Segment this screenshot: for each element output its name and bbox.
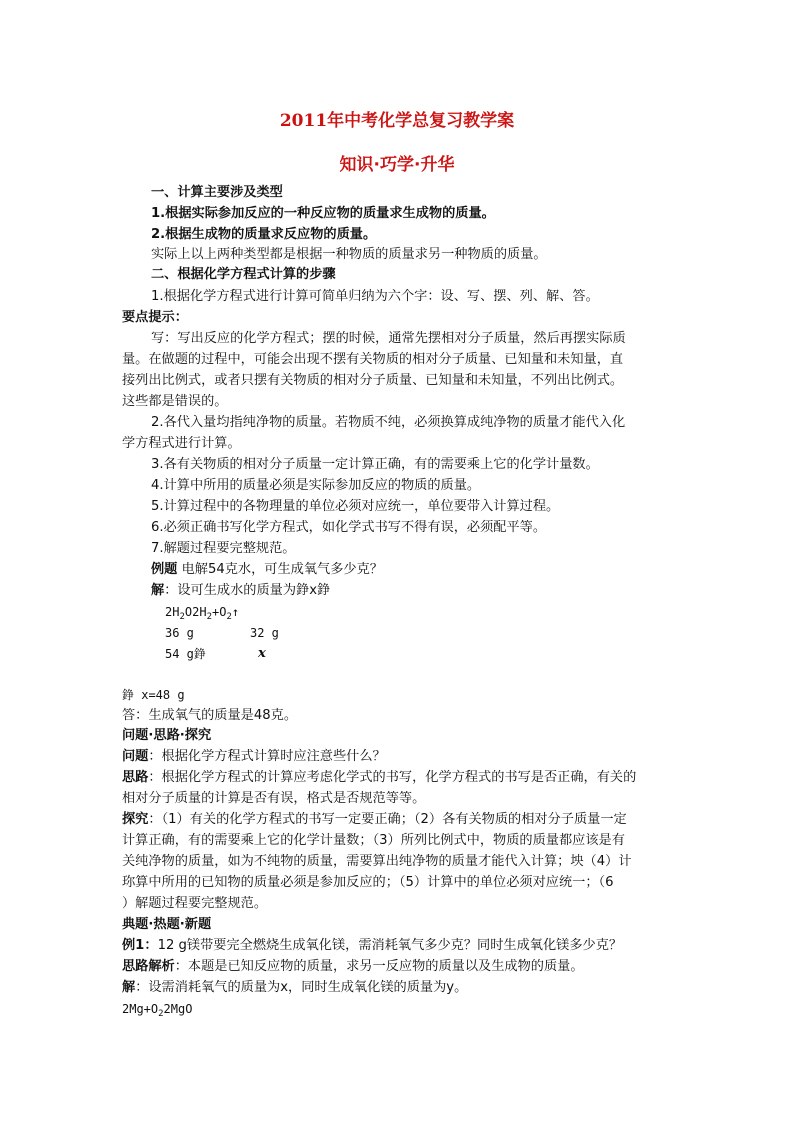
qa-heading: 问题·思路·探究 [122, 728, 212, 743]
section-1-heading: 一、计算主要涉及类型 [151, 185, 283, 200]
example-text: 电解54克水，可生成氧气多少克？ [177, 562, 383, 577]
tips-2-line-1: 2.各代入量均指纯净物的质量。若物质不纯，必须换算成纯净物的质量才能代入化 [151, 415, 626, 430]
tips-2-line-2: 学方程式进行计算。 [122, 436, 241, 451]
thinking-line-1: 思路：根据化学方程式的计算应考虑化学式的书写，化学方程式的书写是否正确，有关的 [122, 770, 637, 785]
tips-5: 5.计算过程中的各物理量的单位必须对应统一，单位要带入计算过程。 [151, 499, 560, 514]
explore-line-3: 关纯净物的质量，如为不纯物的质量，需要算出纯净物的质量才能代入计算；坱（4）计 [122, 854, 632, 869]
example-1-equation: $2Mg+O_22MgO$ [122, 1002, 193, 1019]
explore-line-1: 探究：（1）有关的化学方程式的书写一定要正确；（2）各有关物质的相对分子质量一定 [122, 812, 627, 827]
document-subtitle: 知识·巧学·升华 [339, 155, 455, 175]
section-1-item-1: 1.根据实际参加反应的一种反应物的质量求生成物的质量。 [151, 206, 495, 221]
tips-3: 3.各有关物质的相对分子质量一定计算正确，有的需要乘上它的化学计量数。 [151, 457, 599, 472]
solution-label: 解 [151, 583, 165, 598]
tips-p1-line-4: 这些都是错误的。 [122, 394, 228, 409]
chemical-equation: $2H_2O2H_2+O_2↑$ [165, 605, 240, 622]
solution-line [151, 582, 330, 600]
section-1-item-2: 2.根据生成物的质量求反应物的质量。 [151, 227, 377, 242]
tips-p1-line-2: 量。在做题的过程中，可能会出现不摆有关物质的相对分子质量、已知量和未知量，直 [122, 352, 624, 367]
example-1-line: 例1：12 g镁带要完全燃烧生成氧化镁，需消耗氧气多少克？同时生成氧化镁多少克？ [122, 938, 623, 953]
thinking-line-2: 相对分子质量的计算是否有误，格式是否规范等等。 [122, 791, 426, 806]
explore-line-2: 计算正确，有的需要乘上它的化学计量数；（3）所列比例式中，物质的质量都应该是有 [122, 833, 625, 848]
equation-row-2-mass-a: 54 g錚 [165, 647, 206, 661]
equation-row-1-mass-a: 36 g [165, 626, 194, 640]
example-1-solution: 解：设需消耗氧气的质量为x，同时生成氧化镁的质量为y。 [122, 980, 468, 995]
tips-7: 7.解题过程要完整规范。 [151, 541, 296, 556]
example-line [151, 561, 383, 579]
classic-heading: 典题·热题·新题 [122, 917, 212, 932]
example-label: 例题 [151, 562, 178, 577]
tips-p1-line-1: 写：写出反应的化学方程式；摆的时候，通常先摆相对分子质量，然后再摆实际质 [151, 331, 626, 346]
section-1-note: 实际上以上两种类型都是根据一种物质的质量求另一种物质的质量。 [151, 247, 547, 262]
tips-4: 4.计算中所用的质量必须是实际参加反应的物质的质量。 [151, 478, 481, 493]
equation-row-1-mass-b: 32 g [250, 626, 279, 640]
tips-6: 6.必须正确书写化学方程式，如化学式书写不得有误，必须配平等。 [151, 520, 547, 535]
solution-text: ：设可生成水的质量为錚x錚 [164, 583, 331, 598]
explore-line-4: 珎算中所用的已知物的质量必须是参加反应的；（5）计算中的单位必须对应统一；（6 [122, 875, 614, 890]
result-line: 錚 x=48 g [122, 688, 185, 702]
question-line: 问题：根据化学方程式计算时应注意些什么？ [122, 749, 386, 764]
explore-line-5: ）解题过程要完整规范。 [122, 896, 268, 911]
tips-p1-line-3: 接列出比例式，或者只摆有关物质的相对分子质量、已知量和未知量，不列出比例式。 [122, 373, 624, 388]
example-1-analysis: 思路解析：本题是已知反应物的质量，求另一反应物的质量以及生成物的质量。 [122, 959, 584, 974]
document-title: 2011年中考化学总复习教学案 [279, 111, 515, 131]
answer-line: 答：生成氧气的质量是48克。 [122, 708, 298, 723]
section-2-heading: 二、根据化学方程式计算的步骤 [151, 267, 336, 282]
tips-label: 要点提示： [122, 310, 188, 325]
equation-row-2-unknown: x [258, 646, 266, 661]
section-2-step-1: 1.根据化学方程式进行计算可简单归纳为六个字：设、写、摆、列、解、答。 [151, 289, 599, 304]
